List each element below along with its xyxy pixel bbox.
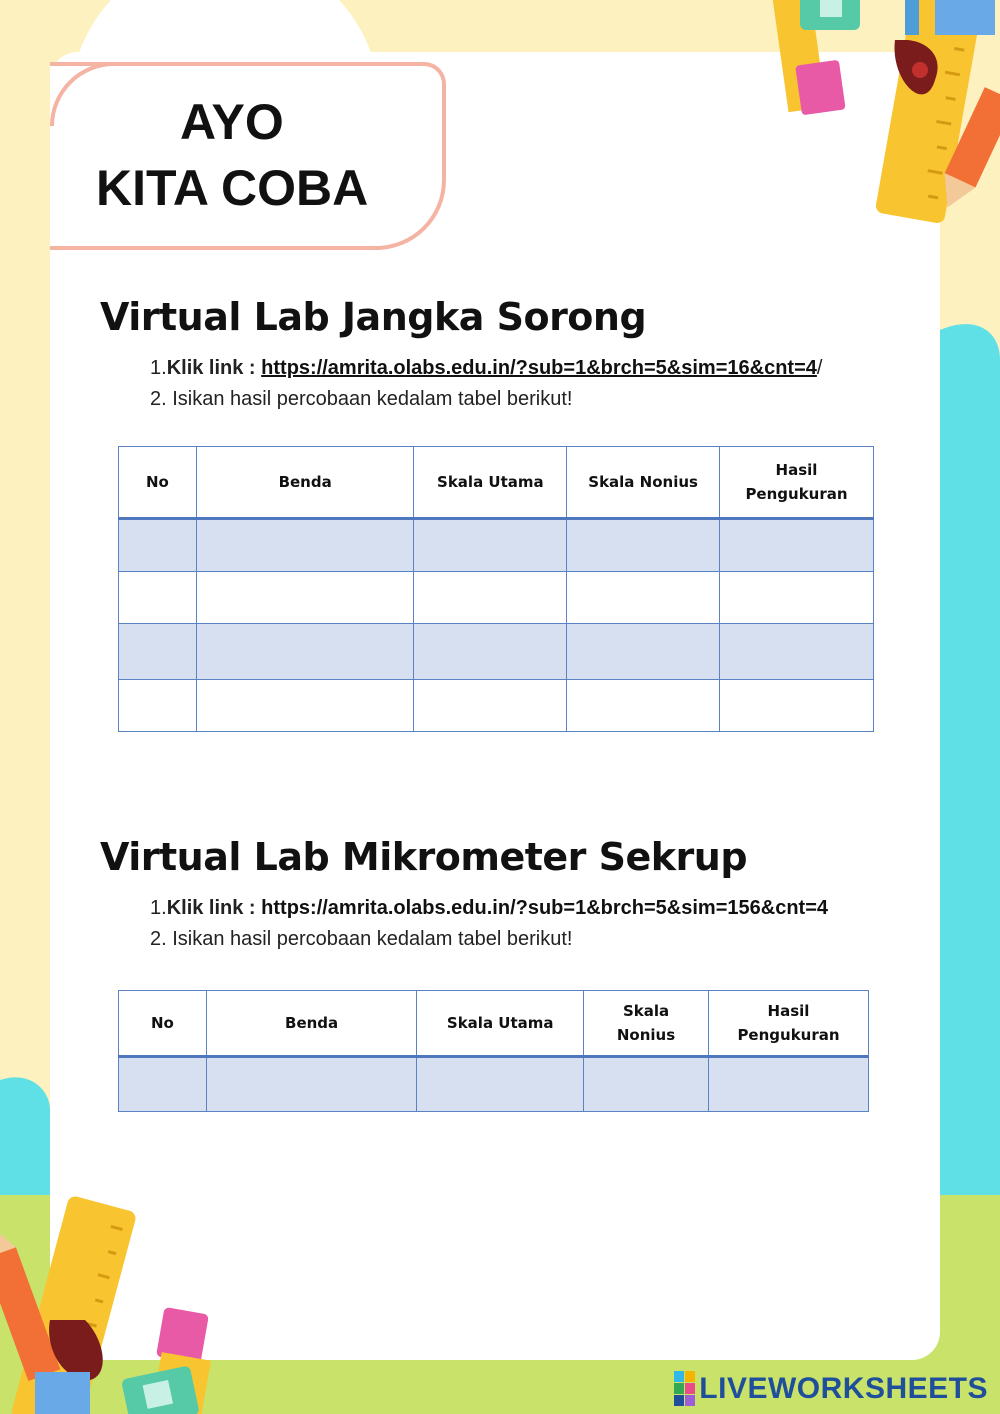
liveworksheets-logo-icon: [674, 1371, 695, 1406]
cell-no[interactable]: [119, 1057, 207, 1112]
instructions-jangka-sorong: [150, 353, 822, 415]
lab-link-jangka-sorong[interactable]: https://amrita.olabs.edu.in/?sub=1&brch=5&sim=16&cnt=4: [261, 357, 817, 379]
step-1: [150, 893, 828, 924]
cell-benda[interactable]: [206, 1057, 417, 1112]
header-hasil-pengukuran: Hasil Pengukuran: [720, 447, 874, 519]
step-2: 2. Isikan hasil percobaan kedalam tabel berikut!: [150, 388, 573, 410]
cell-hasil-pengukuran[interactable]: [720, 519, 874, 572]
title-line-1: AYO: [180, 94, 284, 150]
section-heading-jangka-sorong: Virtual Lab Jangka Sorong: [100, 295, 647, 339]
table-row: [119, 572, 874, 624]
title-line-2: KITA COBA: [96, 160, 369, 216]
cell-skala-utama[interactable]: [414, 680, 567, 732]
cell-skala-nonius[interactable]: [567, 680, 720, 732]
cell-benda[interactable]: [196, 680, 414, 732]
sharpener-icon: [121, 1365, 200, 1414]
cell-skala-nonius[interactable]: [567, 624, 720, 680]
cell-benda[interactable]: [196, 624, 414, 680]
brand-name: LIVEWORKSHEETS: [699, 1371, 988, 1405]
cell-no[interactable]: [119, 680, 197, 732]
cell-benda[interactable]: [196, 519, 414, 572]
cell-skala-utama[interactable]: [414, 572, 567, 624]
table-row: [119, 680, 874, 732]
step-number: 1.: [150, 357, 167, 379]
header-skala-utama: Skala Utama: [417, 991, 584, 1057]
cell-skala-nonius[interactable]: [584, 1057, 709, 1112]
step-2: 2. Isikan hasil percobaan kedalam tabel berikut!: [150, 928, 573, 950]
table-row: [119, 624, 874, 680]
cell-no[interactable]: [119, 519, 197, 572]
cell-hasil-pengukuran[interactable]: [720, 680, 874, 732]
header-skala-nonius: Skala Nonius: [567, 447, 720, 519]
step-link-label: Klik link :: [166, 897, 262, 919]
instructions-mikrometer-sekrup: [150, 893, 828, 955]
cell-no[interactable]: [119, 572, 197, 624]
results-table-mikrometer-sekrup: [118, 990, 869, 1112]
section-heading-mikrometer-sekrup: Virtual Lab Mikrometer Sekrup: [100, 835, 748, 879]
header-no: No: [119, 991, 207, 1057]
header-benda: Benda: [196, 447, 414, 519]
cell-no[interactable]: [119, 624, 197, 680]
cell-skala-utama[interactable]: [414, 624, 567, 680]
step-link-suffix: /: [816, 357, 823, 379]
cell-hasil-pengukuran[interactable]: [709, 1057, 869, 1112]
step-1: [150, 353, 822, 384]
results-table-jangka-sorong: [118, 446, 874, 732]
header-hasil-pengukuran: Hasil Pengukuran: [709, 991, 869, 1057]
cell-benda[interactable]: [196, 572, 414, 624]
cell-hasil-pengukuran[interactable]: [720, 624, 874, 680]
cell-skala-utama[interactable]: [414, 519, 567, 572]
header-no: No: [119, 447, 197, 519]
cell-skala-nonius[interactable]: [567, 572, 720, 624]
title-box: [50, 62, 446, 250]
table-row: [119, 1057, 869, 1112]
step-link-label: Klik link :: [166, 357, 262, 379]
cell-skala-utama[interactable]: [417, 1057, 584, 1112]
cell-skala-nonius[interactable]: [567, 519, 720, 572]
header-skala-utama: Skala Utama: [414, 447, 567, 519]
cell-hasil-pengukuran[interactable]: [720, 572, 874, 624]
header-benda: Benda: [206, 991, 417, 1057]
liveworksheets-brand[interactable]: [674, 1371, 988, 1406]
step-number: 1.: [150, 897, 167, 919]
header-skala-nonius: Skala Nonius: [584, 991, 709, 1057]
lab-link-mikrometer-sekrup[interactable]: https://amrita.olabs.edu.in/?sub=1&brch=5&sim=156&cnt=4: [261, 897, 828, 919]
table-row: [119, 519, 874, 572]
